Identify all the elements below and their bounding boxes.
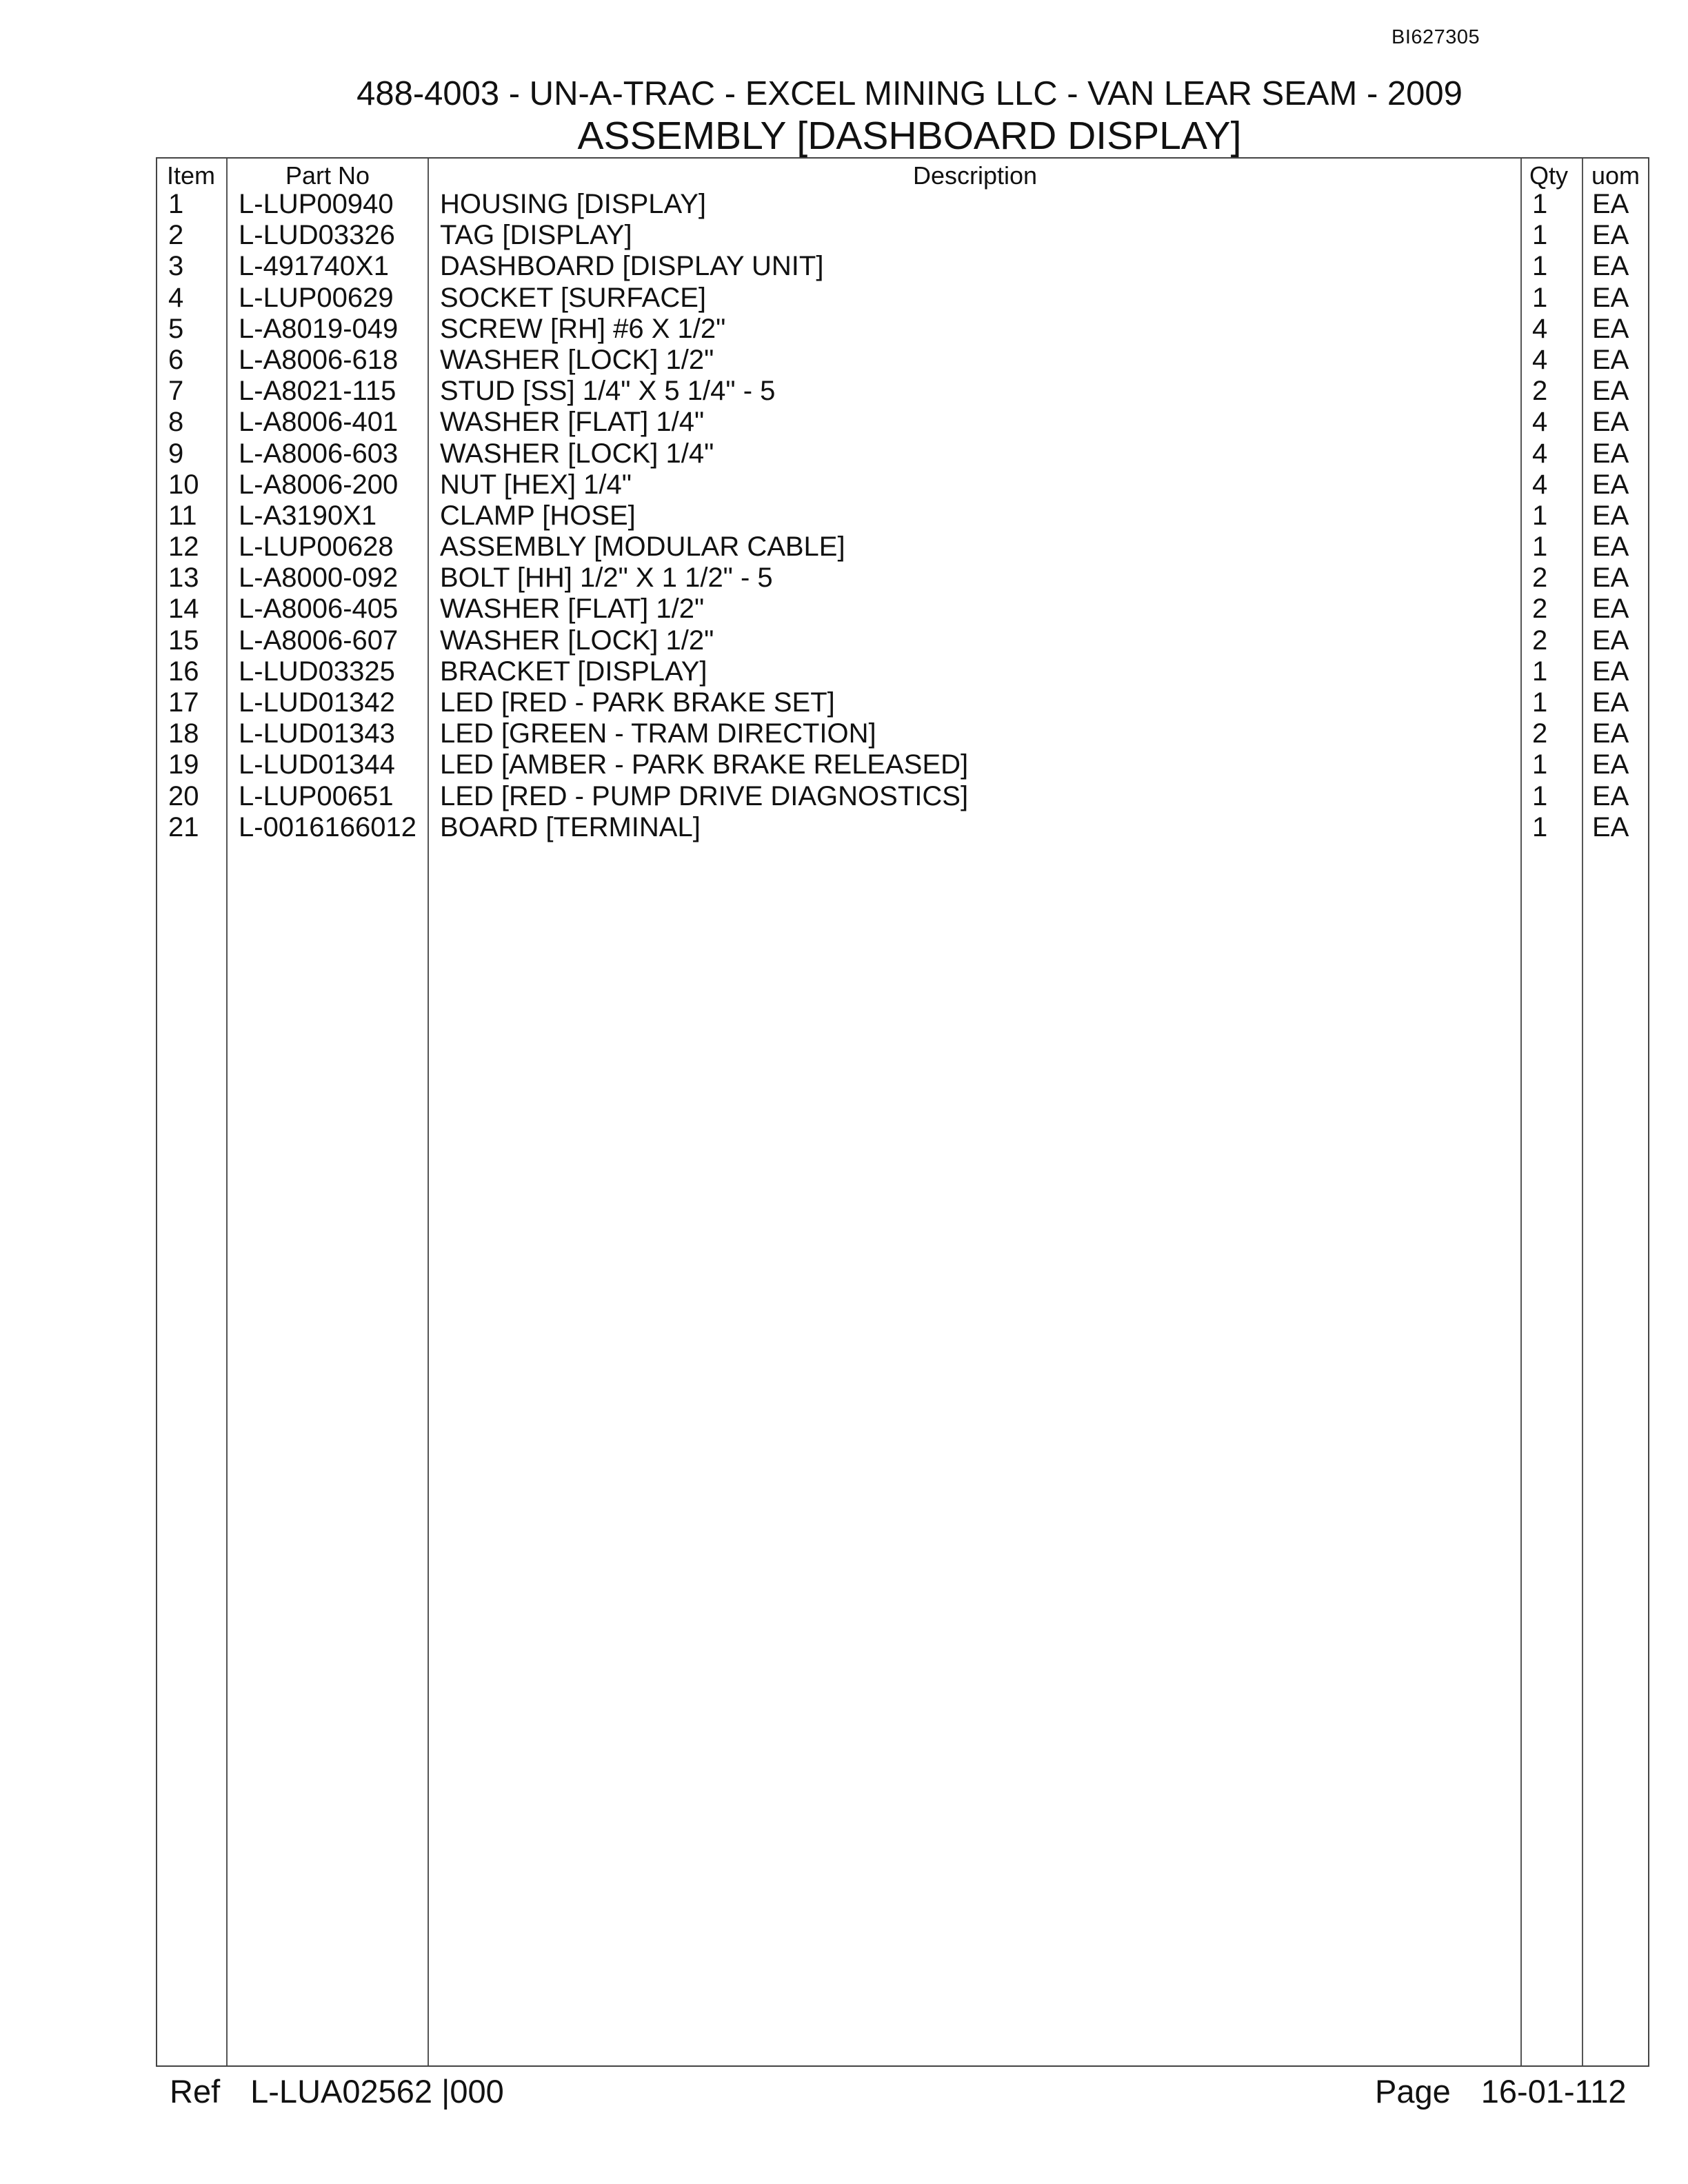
part-number: L-A8006-200 xyxy=(239,469,399,500)
unit-of-measure: EA xyxy=(1592,563,1629,594)
quantity: 4 xyxy=(1532,313,1548,344)
part-description: TAG [DISPLAY] xyxy=(440,220,632,251)
table-row xyxy=(157,594,1648,625)
item-number: 3 xyxy=(168,251,184,282)
item-number: 13 xyxy=(168,563,199,594)
item-number: 1 xyxy=(168,189,184,219)
part-description: LED [RED - PARK BRAKE SET] xyxy=(440,687,835,718)
item-number: 14 xyxy=(168,594,199,625)
unit-of-measure: EA xyxy=(1592,811,1629,842)
quantity: 4 xyxy=(1532,344,1548,375)
part-description: LED [AMBER - PARK BRAKE RELEASED] xyxy=(440,749,969,780)
quantity: 1 xyxy=(1532,656,1548,687)
part-description: HOUSING [DISPLAY] xyxy=(440,189,707,219)
item-number: 7 xyxy=(168,376,184,407)
unit-of-measure: EA xyxy=(1592,749,1629,780)
part-number: L-A8021-115 xyxy=(239,376,396,407)
part-number: L-LUP00940 xyxy=(239,189,394,219)
part-number: L-LUD03326 xyxy=(239,220,395,251)
part-description: BRACKET [DISPLAY] xyxy=(440,656,707,687)
part-description: DASHBOARD [DISPLAY UNIT] xyxy=(440,251,824,282)
part-number: L-A8000-092 xyxy=(239,563,399,594)
unit-of-measure: EA xyxy=(1592,220,1629,251)
part-description: SOCKET [SURFACE] xyxy=(440,282,707,313)
table-row xyxy=(157,532,1648,563)
part-description: WASHER [LOCK] 1/2" xyxy=(440,625,714,656)
part-number: L-A8006-618 xyxy=(239,344,399,375)
unit-of-measure: EA xyxy=(1592,282,1629,313)
table-row xyxy=(157,376,1648,407)
document-code: BI627305 xyxy=(1391,26,1480,48)
part-number: L-A3190X1 xyxy=(239,500,377,531)
unit-of-measure: EA xyxy=(1592,780,1629,811)
table-row xyxy=(157,314,1648,345)
item-number: 6 xyxy=(168,344,184,375)
part-description: WASHER [LOCK] 1/4" xyxy=(440,438,714,469)
part-number: L-491740X1 xyxy=(239,251,389,282)
part-description: LED [GREEN - TRAM DIRECTION] xyxy=(440,718,876,749)
table-row xyxy=(157,283,1648,314)
part-description: SCREW [RH] #6 X 1/2" xyxy=(440,313,726,344)
part-number: L-LUD03325 xyxy=(239,656,395,687)
part-number: L-A8006-401 xyxy=(239,407,399,438)
table-row xyxy=(157,718,1648,749)
table-row xyxy=(157,345,1648,376)
quantity: 1 xyxy=(1532,811,1548,842)
unit-of-measure: EA xyxy=(1592,656,1629,687)
footer-page xyxy=(1375,2072,1627,2110)
part-description: WASHER [FLAT] 1/4" xyxy=(440,407,705,438)
part-number: L-LUD01344 xyxy=(239,749,395,780)
part-number: L-LUP00651 xyxy=(239,780,394,811)
unit-of-measure: EA xyxy=(1592,594,1629,625)
item-number: 2 xyxy=(168,220,184,251)
item-number: 15 xyxy=(168,625,199,656)
table-row xyxy=(157,656,1648,687)
table-row xyxy=(157,501,1648,532)
header-description: Description xyxy=(913,161,1038,190)
table-row xyxy=(157,220,1648,251)
item-number: 5 xyxy=(168,313,184,344)
item-number: 11 xyxy=(168,500,197,531)
quantity: 1 xyxy=(1532,687,1548,718)
table-row xyxy=(157,251,1648,282)
quantity: 1 xyxy=(1532,532,1548,563)
part-number: L-A8006-405 xyxy=(239,594,399,625)
part-number: L-0016166012 xyxy=(239,811,417,842)
footer-reference xyxy=(170,2072,504,2110)
unit-of-measure: EA xyxy=(1592,532,1629,563)
item-number: 19 xyxy=(168,749,199,780)
quantity: 4 xyxy=(1532,438,1548,469)
quantity: 4 xyxy=(1532,407,1548,438)
page-label: Page xyxy=(1375,2073,1451,2110)
quantity: 2 xyxy=(1532,376,1548,407)
item-number: 18 xyxy=(168,718,199,749)
unit-of-measure: EA xyxy=(1592,469,1629,500)
quantity: 1 xyxy=(1532,780,1548,811)
ref-value: L-LUA02562 |000 xyxy=(250,2073,504,2110)
table-row xyxy=(157,781,1648,812)
quantity: 1 xyxy=(1532,282,1548,313)
unit-of-measure: EA xyxy=(1592,376,1629,407)
document-title: 488-4003 - UN-A-TRAC - EXCEL MINING LLC - VAN LEAR SEAM - 2009 xyxy=(356,75,1463,112)
part-description: WASHER [FLAT] 1/2" xyxy=(440,594,705,625)
item-number: 12 xyxy=(168,532,199,563)
unit-of-measure: EA xyxy=(1592,438,1629,469)
item-number: 16 xyxy=(168,656,199,687)
part-number: L-LUD01343 xyxy=(239,718,395,749)
part-number: L-A8006-603 xyxy=(239,438,399,469)
assembly-title: ASSEMBLY [DASHBOARD DISPLAY] xyxy=(577,114,1242,158)
part-description: NUT [HEX] 1/4" xyxy=(440,469,632,500)
item-number: 10 xyxy=(168,469,199,500)
quantity: 2 xyxy=(1532,718,1548,749)
unit-of-measure: EA xyxy=(1592,251,1629,282)
quantity: 2 xyxy=(1532,594,1548,625)
part-number: L-LUP00629 xyxy=(239,282,394,313)
item-number: 9 xyxy=(168,438,184,469)
header-item: Item xyxy=(167,161,216,190)
item-number: 17 xyxy=(168,687,199,718)
item-number: 21 xyxy=(168,811,199,842)
part-description: CLAMP [HOSE] xyxy=(440,500,636,531)
table-row xyxy=(157,438,1648,469)
table-row xyxy=(157,812,1648,843)
part-description: ASSEMBLY [MODULAR CABLE] xyxy=(440,532,845,563)
table-row xyxy=(157,563,1648,594)
part-description: BOARD [TERMINAL] xyxy=(440,811,701,842)
unit-of-measure: EA xyxy=(1592,500,1629,531)
page-number: 16-01-112 xyxy=(1480,2073,1627,2110)
table-row xyxy=(157,189,1648,220)
header-uom: uom xyxy=(1591,161,1640,190)
quantity: 1 xyxy=(1532,220,1548,251)
table-body xyxy=(157,189,1648,843)
quantity: 1 xyxy=(1532,749,1548,780)
quantity: 1 xyxy=(1532,500,1548,531)
quantity: 4 xyxy=(1532,469,1548,500)
part-number: L-LUD01342 xyxy=(239,687,395,718)
quantity: 2 xyxy=(1532,563,1548,594)
part-description: BOLT [HH] 1/2" X 1 1/2" - 5 xyxy=(440,563,773,594)
part-description: LED [RED - PUMP DRIVE DIAGNOSTICS] xyxy=(440,780,969,811)
unit-of-measure: EA xyxy=(1592,718,1629,749)
table-row xyxy=(157,407,1648,438)
table-row xyxy=(157,469,1648,501)
unit-of-measure: EA xyxy=(1592,313,1629,344)
item-number: 20 xyxy=(168,780,199,811)
header-part-no: Part No xyxy=(285,161,370,190)
ref-label: Ref xyxy=(170,2073,221,2110)
unit-of-measure: EA xyxy=(1592,407,1629,438)
unit-of-measure: EA xyxy=(1592,687,1629,718)
parts-table xyxy=(156,157,1649,2067)
quantity: 1 xyxy=(1532,189,1548,219)
unit-of-measure: EA xyxy=(1592,344,1629,375)
part-description: STUD [SS] 1/4" X 5 1/4" - 5 xyxy=(440,376,776,407)
unit-of-measure: EA xyxy=(1592,625,1629,656)
table-row xyxy=(157,749,1648,780)
part-number: L-A8006-607 xyxy=(239,625,399,656)
table-row xyxy=(157,687,1648,718)
part-number: L-A8019-049 xyxy=(239,313,399,344)
part-description: WASHER [LOCK] 1/2" xyxy=(440,344,714,375)
quantity: 2 xyxy=(1532,625,1548,656)
header-qty: Qty xyxy=(1529,161,1569,190)
table-row xyxy=(157,625,1648,656)
quantity: 1 xyxy=(1532,251,1548,282)
unit-of-measure: EA xyxy=(1592,189,1629,219)
part-number: L-LUP00628 xyxy=(239,532,394,563)
item-number: 4 xyxy=(168,282,184,313)
item-number: 8 xyxy=(168,407,184,438)
